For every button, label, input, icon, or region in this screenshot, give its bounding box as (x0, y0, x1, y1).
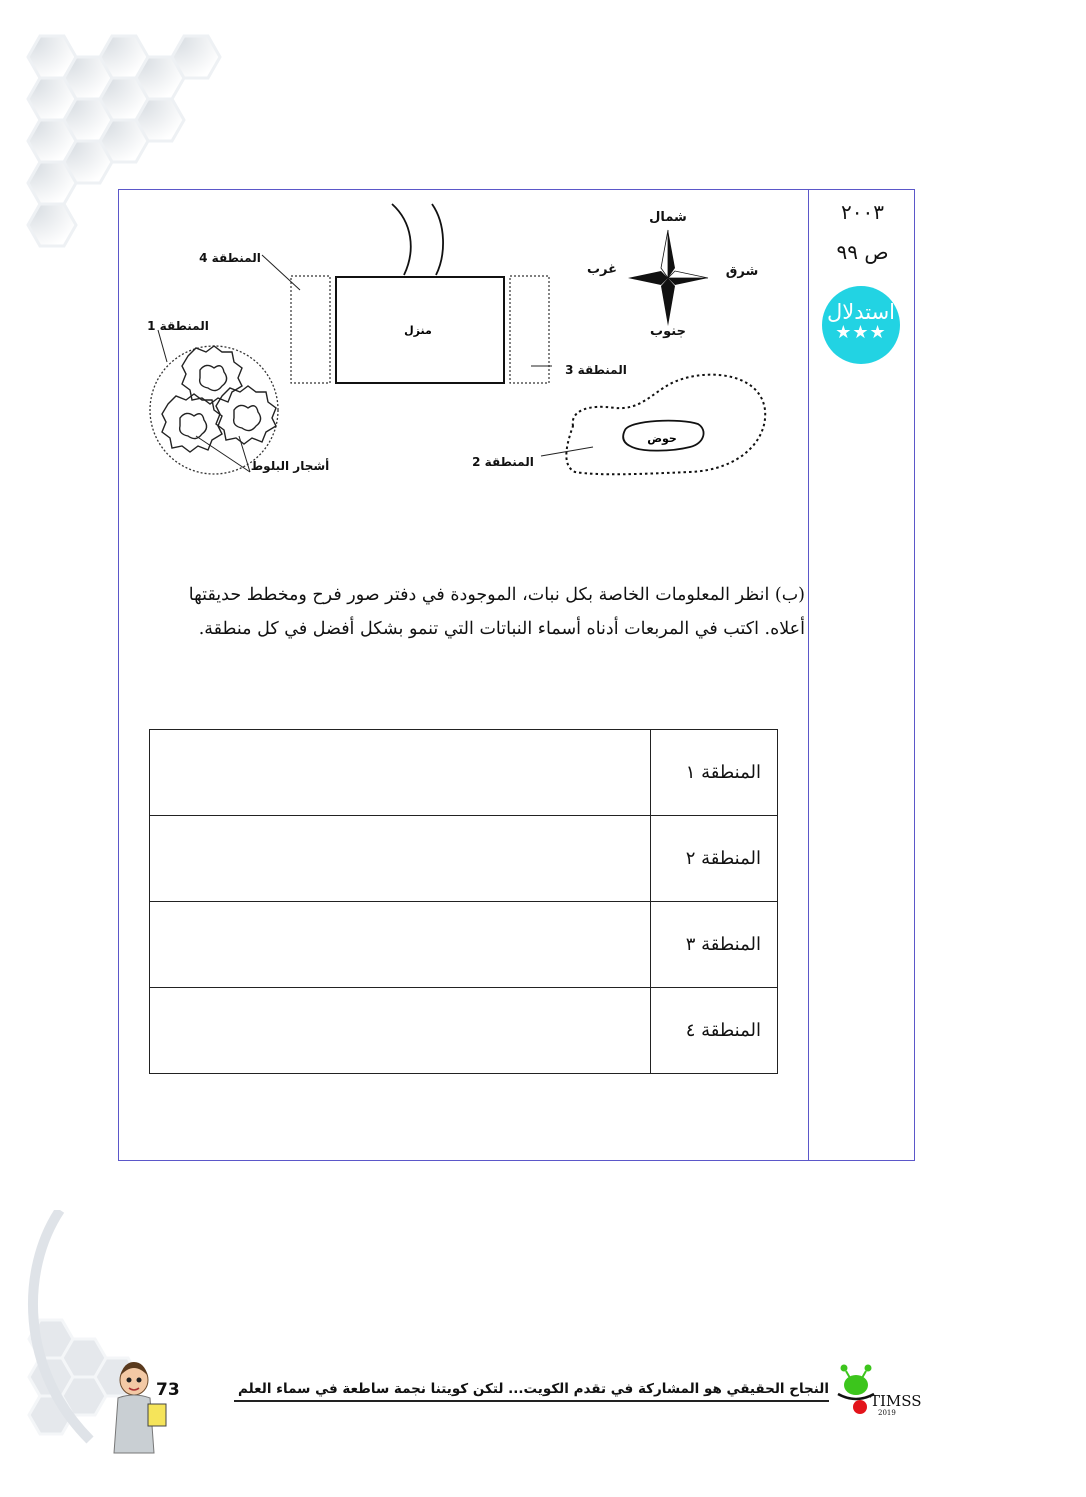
oak-tree-2 (162, 394, 222, 452)
row-label-zone4: المنطقة ٤ (651, 988, 778, 1074)
timss-year: 2019 (878, 1409, 896, 1417)
table-row (150, 988, 778, 1074)
answer-table (149, 729, 778, 1074)
compass-east-label: شرق (725, 264, 759, 279)
table-row (150, 902, 778, 988)
compass-north-label: شمال (649, 210, 687, 225)
zone4-label: المنطقة 4 (199, 251, 261, 265)
table-row (150, 816, 778, 902)
oak-trees-label: أشجار البلوط (250, 459, 330, 473)
zone3-box (510, 276, 549, 383)
page-number: 73 (156, 1380, 180, 1400)
question-line-2: أعلاه. اكتب في المربعات أدناه أسماء النباتات التي تنمو بشكل أفضل في كل منطقة. (198, 619, 805, 639)
zone1-label: المنطقة 1 (147, 319, 209, 333)
zone3-label: المنطقة 3 (565, 363, 627, 377)
compass-west-label: غرب (586, 262, 618, 277)
compass-south-label: جنوب (650, 324, 686, 339)
path-line-right (432, 204, 443, 275)
row-label-zone2: المنطقة ٢ (651, 816, 778, 902)
answer-cell-zone2[interactable] (150, 816, 651, 902)
question-text (130, 578, 805, 646)
mascot-boy-icon (110, 1358, 180, 1458)
zone2-outline (566, 375, 765, 475)
table-row (150, 730, 778, 816)
skill-stars: ★★★ (835, 322, 887, 343)
question-year: ٢٠٠٣ (841, 200, 884, 224)
zone2-label: المنطقة 2 (472, 455, 534, 469)
compass-rose (628, 230, 708, 326)
question-line-1: (ب) انظر المعلومات الخاصة بكل نبات، الموجودة في دفتر صور فرح ومخطط حديقتها (188, 585, 805, 605)
pond-label: حوض (647, 432, 677, 445)
footer-slogan: النجاح الحقيقي هو المشاركة في تقدم الكويت... لتكن كويتنا نجمة ساطعة في سماء العلم (234, 1381, 829, 1402)
oak-tree-3 (216, 386, 276, 444)
row-label-zone3: المنطقة ٣ (651, 902, 778, 988)
answer-cell-zone4[interactable] (150, 988, 651, 1074)
skill-label: استدلال (826, 300, 896, 324)
zone4-box (291, 276, 330, 383)
garden-map (118, 189, 808, 499)
answer-cell-zone1[interactable] (150, 730, 651, 816)
answer-cell-zone3[interactable] (150, 902, 651, 988)
row-label-zone1: المنطقة ١ (651, 730, 778, 816)
page-reference: ص ٩٩ (836, 240, 889, 264)
frame-divider (808, 189, 809, 1161)
timss-brand: TIMSS (870, 1392, 922, 1410)
oak-tree-1 (182, 346, 242, 404)
reasoning-skill-badge (822, 286, 900, 364)
path-line-left (392, 204, 411, 275)
house-label: منزل (404, 324, 432, 337)
oak-trees-group (162, 346, 276, 452)
